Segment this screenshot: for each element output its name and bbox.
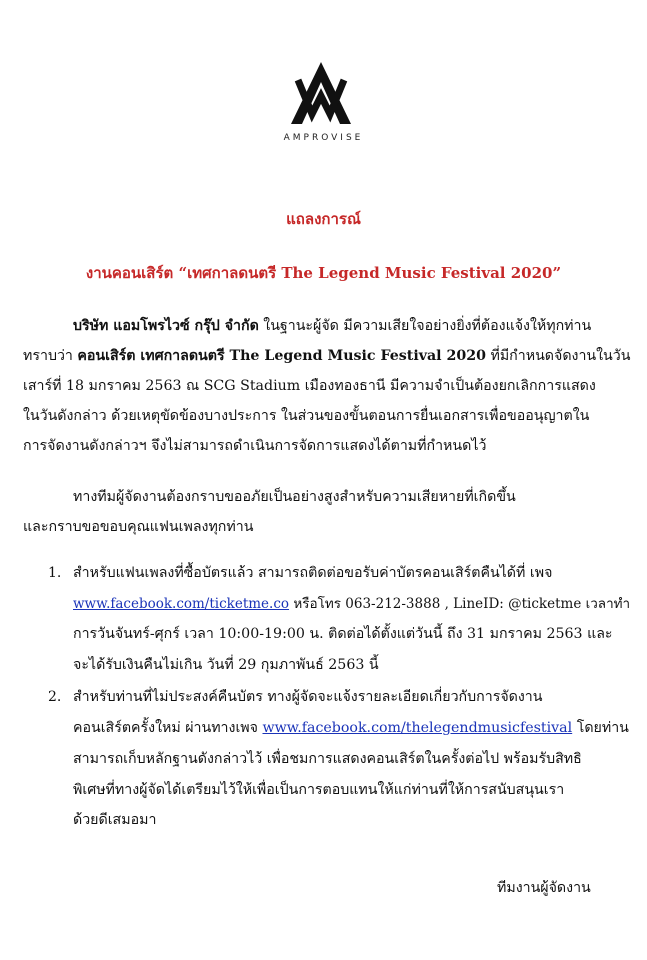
company-name: บริษัท แอมโพรไวซ์ กรุ๊ป จำกัด xyxy=(73,318,259,334)
legend-festival-link[interactable]: www.facebook.com/thelegendmusicfestival xyxy=(262,720,573,736)
event-name: คอนเสิร์ต เทศกาลดนตรี The Legend Music Festival 2020 xyxy=(77,348,486,364)
amprovise-logo-icon xyxy=(286,62,356,124)
brand-name: AMPROVISE xyxy=(283,133,364,143)
para1-line2-b: ที่มีกำหนดจัดงานในวัน xyxy=(485,348,631,364)
ticketme-link[interactable]: www.facebook.com/ticketme.co xyxy=(73,596,290,612)
item2-line3: สามารถเก็บหลักฐานดังกล่าวไว้ เพื่อชมการแสดงคอนเสิร์ตในครั้งต่อไป พร้อมรับสิทธิ xyxy=(73,751,582,767)
announcement-title: แถลงการณ์ xyxy=(286,210,361,228)
para1-line4: ในวันดังกล่าว ด้วยเหตุขัดข้องบางประการ ในส่วนของขั้นตอนการยื่นเอกสารเพื่อขออนุญาตใน xyxy=(23,408,590,424)
announcement-subtitle: งานคอนเสิร์ต “เทศกาลดนตรี The Legend Music Festival 2020” xyxy=(85,264,562,282)
signature: ทีมงานผู้จัดงาน xyxy=(497,880,591,896)
item2-number: 2. xyxy=(48,689,62,705)
item2-line2-b: โดยท่าน xyxy=(572,720,629,736)
item1-line4: จะได้รับเงินคืนไม่เกิน วันที่ 29 กุมภาพันธ์ 2563 นี้ xyxy=(73,657,379,673)
item1-line1: สำหรับแฟนเพลงที่ซื้อบัตรแล้ว สามารถติดต่อขอรับค่าบัตรคอนเสิร์ตคืนได้ที่ เพจ xyxy=(73,565,553,581)
para1-line1 xyxy=(73,316,591,336)
item2-line2 xyxy=(73,718,629,738)
item1-line3: การวันจันทร์-ศุกร์ เวลา 10:00-19:00 น. ติดต่อได้ตั้งแต่วันนี้ ถึง 31 มกราคม 2563 และ xyxy=(73,626,613,642)
para2-line1: ทางทีมผู้จัดงานต้องกราบขออภัยเป็นอย่างสูงสำหรับความเสียหายที่เกิดขึ้น xyxy=(73,489,516,505)
para1-line1-text: ในฐานะผู้จัด มีความเสียใจอย่างยิ่งที่ต้องแจ้งให้ทุกท่าน xyxy=(258,318,592,334)
item1-line2-text: หรือโทร 063-212-3888 , LineID: @ticketme เวลาทำ xyxy=(289,596,631,612)
item1-line2 xyxy=(73,594,630,614)
item1-number: 1. xyxy=(48,565,62,581)
item2-line1: สำหรับท่านที่ไม่ประสงค์คืนบัตร ทางผู้จัดจะแจ้งรายละเอียดเกี่ยวกับการจัดงาน xyxy=(73,689,543,705)
item2-line5: ด้วยดีเสมอมา xyxy=(73,812,157,828)
para1-line2-a: ทราบว่า xyxy=(23,348,78,364)
item2-line4: พิเศษที่ทางผู้จัดได้เตรียมไว้ให้เพื่อเป็นการตอบแทนให้แก่ท่านที่ให้การสนับสนุนเรา xyxy=(73,782,565,798)
para1-line5: การจัดงานดังกล่าวฯ จึงไม่สามารถดำเนินการจัดการแสดงได้ตามที่กำหนดไว้ xyxy=(23,438,487,454)
item2-line2-a: คอนเสิร์ตครั้งใหม่ ผ่านทางเพจ xyxy=(73,720,263,736)
para1-line3: เสาร์ที่ 18 มกราคม 2563 ณ SCG Stadium เมืองทองธานี มีความจำเป็นต้องยกเลิกการแสดง xyxy=(23,378,596,394)
para2-line2: และกราบขอขอบคุณแฟนเพลงทุกท่าน xyxy=(23,519,254,535)
para1-line2 xyxy=(23,346,630,366)
